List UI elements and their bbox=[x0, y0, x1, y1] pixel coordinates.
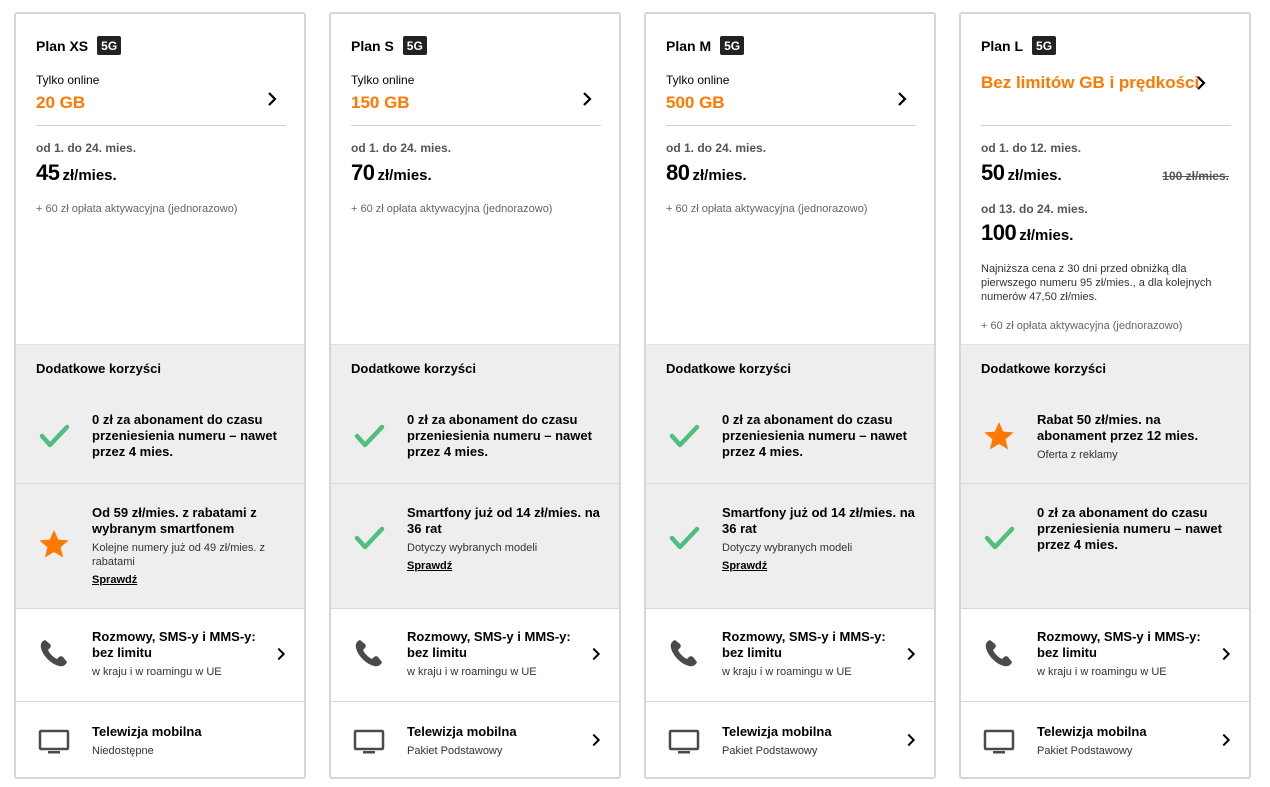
divider bbox=[981, 125, 1231, 126]
check-icon bbox=[983, 522, 1015, 554]
star-icon bbox=[38, 528, 70, 560]
price-value: 80 bbox=[666, 160, 690, 185]
benefit-title: 0 zł za abonament do czasu przeniesienia numeru – nawet przez 4 mies. bbox=[407, 412, 592, 459]
calls-sms-feature[interactable] bbox=[331, 609, 619, 702]
feature-title: Telewizja mobilna bbox=[92, 724, 202, 739]
price-2 bbox=[981, 220, 1073, 246]
benefit-item bbox=[961, 484, 1249, 609]
benefit-title: Smartfony już od 14 zł/mies. na 36 rat bbox=[407, 505, 600, 536]
chevron-right-icon bbox=[1217, 731, 1235, 749]
phone-icon bbox=[353, 637, 385, 669]
benefit-item bbox=[646, 392, 934, 484]
benefit-title: 0 zł za abonament do czasu przeniesienia numeru – nawet przez 4 mies. bbox=[92, 412, 277, 459]
divider bbox=[36, 125, 286, 126]
price-period: od 1. do 12. mies. bbox=[981, 141, 1082, 155]
price-period-2: od 13. do 24. mies. bbox=[981, 202, 1088, 216]
plan-name: Plan M bbox=[666, 37, 712, 54]
price-unit: zł/mies. bbox=[1007, 167, 1062, 184]
benefit-item bbox=[331, 392, 619, 484]
extra-benefits-title: Dodatkowe korzyści bbox=[666, 361, 791, 376]
feature-title: Rozmowy, SMS-y i MMS-y: bez limitu bbox=[722, 629, 886, 660]
data-allowance: Bez limitów GB i prędkości bbox=[981, 73, 1200, 92]
divider bbox=[666, 125, 916, 126]
data-allowance: 20 GB bbox=[36, 93, 86, 112]
phone-icon bbox=[668, 637, 700, 669]
mobile-tv-feature[interactable] bbox=[331, 702, 619, 779]
divider bbox=[351, 125, 601, 126]
check-icon bbox=[668, 522, 700, 554]
price-value: 45 bbox=[36, 160, 60, 185]
benefit-item bbox=[961, 392, 1249, 484]
tylko-online-label: Tylko online bbox=[36, 73, 100, 87]
price-unit: zł/mies. bbox=[1019, 227, 1074, 244]
extra-benefits-title: Dodatkowe korzyści bbox=[981, 361, 1106, 376]
chevron-right-icon bbox=[902, 645, 920, 663]
data-allowance-link[interactable] bbox=[351, 71, 603, 123]
badge-5g: 5G bbox=[97, 36, 121, 55]
benefit-title: 0 zł za abonament do czasu przeniesienia numeru – nawet przez 4 mies. bbox=[1037, 505, 1222, 552]
mobile-tv-feature[interactable] bbox=[646, 702, 934, 779]
chevron-right-icon bbox=[272, 645, 290, 663]
tv-icon bbox=[668, 726, 700, 758]
benefit-item bbox=[16, 484, 304, 609]
plan-header bbox=[351, 36, 427, 55]
benefit-title: Rabat 50 zł/mies. na abonament przez 12 mies. bbox=[1037, 412, 1199, 443]
calls-sms-feature[interactable] bbox=[646, 609, 934, 702]
benefit-item bbox=[16, 392, 304, 484]
price-unit: zł/mies. bbox=[62, 167, 117, 184]
mobile-tv-feature bbox=[16, 702, 304, 779]
data-allowance-link[interactable] bbox=[666, 71, 918, 123]
feature-subtitle: Pakiet Podstawowy bbox=[1037, 745, 1133, 757]
data-allowance-link[interactable] bbox=[36, 71, 288, 123]
check-icon bbox=[38, 420, 70, 452]
check-icon bbox=[353, 420, 385, 452]
tylko-online-label: Tylko online bbox=[666, 73, 730, 87]
extra-benefits-header bbox=[646, 344, 934, 393]
benefit-item bbox=[646, 484, 934, 609]
old-price: 100 zł/mies. bbox=[1162, 169, 1229, 183]
feature-title: Telewizja mobilna bbox=[407, 724, 517, 739]
activation-fee: + 60 zł opłata aktywacyjna (jednorazowo) bbox=[351, 203, 553, 215]
extra-benefits-header bbox=[331, 344, 619, 393]
calls-sms-feature[interactable] bbox=[16, 609, 304, 702]
price bbox=[981, 160, 1062, 186]
benefit-item bbox=[331, 484, 619, 609]
feature-subtitle: Niedostępne bbox=[92, 745, 154, 757]
price-period: od 1. do 24. mies. bbox=[666, 141, 767, 155]
phone-icon bbox=[983, 637, 1015, 669]
check-link[interactable]: Sprawdź bbox=[407, 560, 453, 572]
price-value: 70 bbox=[351, 160, 375, 185]
benefit-title: Smartfony już od 14 zł/mies. na 36 rat bbox=[722, 505, 915, 536]
chevron-right-icon bbox=[262, 89, 282, 109]
feature-title: Rozmowy, SMS-y i MMS-y: bez limitu bbox=[1037, 629, 1201, 660]
mobile-tv-feature[interactable] bbox=[961, 702, 1249, 779]
chevron-right-icon bbox=[1191, 73, 1211, 93]
price-unit: zł/mies. bbox=[377, 167, 432, 184]
feature-subtitle: w kraju i w roamingu w UE bbox=[1037, 666, 1167, 678]
feature-title: Telewizja mobilna bbox=[722, 724, 832, 739]
chevron-right-icon bbox=[587, 645, 605, 663]
activation-fee: + 60 zł opłata aktywacyjna (jednorazowo) bbox=[666, 203, 868, 215]
chevron-right-icon bbox=[577, 89, 597, 109]
tv-icon bbox=[38, 726, 70, 758]
benefit-subtitle: Dotyczy wybranych modeli bbox=[407, 542, 538, 554]
feature-subtitle: Pakiet Podstawowy bbox=[722, 745, 818, 757]
star-icon bbox=[983, 420, 1015, 452]
badge-5g: 5G bbox=[403, 36, 427, 55]
feature-title: Rozmowy, SMS-y i MMS-y: bez limitu bbox=[92, 629, 256, 660]
price-value: 100 bbox=[981, 220, 1017, 245]
price bbox=[36, 160, 117, 186]
chevron-right-icon bbox=[1217, 645, 1235, 663]
data-allowance: 500 GB bbox=[666, 93, 725, 112]
extra-benefits-header bbox=[16, 344, 304, 393]
plan-card-m bbox=[644, 12, 936, 779]
feature-title: Rozmowy, SMS-y i MMS-y: bez limitu bbox=[407, 629, 571, 660]
feature-subtitle: w kraju i w roamingu w UE bbox=[407, 666, 537, 678]
feature-subtitle: Pakiet Podstawowy bbox=[407, 745, 503, 757]
benefit-subtitle: Oferta z reklamy bbox=[1037, 449, 1118, 461]
activation-fee: + 60 zł opłata aktywacyjna (jednorazowo) bbox=[36, 203, 238, 215]
tv-icon bbox=[983, 726, 1015, 758]
data-allowance: 150 GB bbox=[351, 93, 410, 112]
check-link[interactable]: Sprawdź bbox=[722, 560, 768, 572]
price-value: 50 bbox=[981, 160, 1005, 185]
check-icon bbox=[353, 522, 385, 554]
tv-icon bbox=[353, 726, 385, 758]
plan-header bbox=[981, 36, 1056, 55]
plan-header bbox=[666, 36, 744, 55]
benefit-subtitle: Kolejne numery już od 49 zł/mies. z rabatami bbox=[92, 542, 266, 568]
price-period: od 1. do 24. mies. bbox=[351, 141, 452, 155]
activation-fee: + 60 zł opłata aktywacyjna (jednorazowo) bbox=[981, 320, 1183, 332]
price bbox=[666, 160, 747, 186]
plan-header bbox=[36, 36, 121, 55]
price bbox=[351, 160, 432, 186]
badge-5g: 5G bbox=[1032, 36, 1056, 55]
check-link[interactable]: Sprawdź bbox=[92, 574, 138, 586]
plan-card-l bbox=[959, 12, 1251, 779]
chevron-right-icon bbox=[892, 89, 912, 109]
data-allowance-link[interactable] bbox=[981, 71, 1233, 123]
tylko-online-label: Tylko online bbox=[351, 73, 415, 87]
feature-subtitle: w kraju i w roamingu w UE bbox=[92, 666, 222, 678]
calls-sms-feature[interactable] bbox=[961, 609, 1249, 702]
extra-benefits-header bbox=[961, 344, 1249, 393]
check-icon bbox=[668, 420, 700, 452]
benefit-title: 0 zł za abonament do czasu przeniesienia numeru – nawet przez 4 mies. bbox=[722, 412, 907, 459]
benefit-subtitle: Dotyczy wybranych modeli bbox=[722, 542, 853, 554]
plan-name: Plan S bbox=[351, 37, 394, 54]
phone-icon bbox=[38, 637, 70, 669]
plan-name: Plan L bbox=[981, 37, 1024, 54]
badge-5g: 5G bbox=[720, 36, 744, 55]
benefit-title: Od 59 zł/mies. z rabatami z wybranym smartfonem bbox=[92, 505, 257, 536]
feature-title: Telewizja mobilna bbox=[1037, 724, 1147, 739]
feature-subtitle: w kraju i w roamingu w UE bbox=[722, 666, 852, 678]
plan-card-s bbox=[329, 12, 621, 779]
plan-card-xs bbox=[14, 12, 306, 779]
plan-name: Plan XS bbox=[36, 37, 89, 54]
extra-benefits-title: Dodatkowe korzyści bbox=[36, 361, 161, 376]
extra-benefits-title: Dodatkowe korzyści bbox=[351, 361, 476, 376]
lowest-price-note: Najniższa cena z 30 dni przed obniżką dla pierwszego numeru 95 zł/mies., a dla kolejnych numerów 47,50 zł/mies. bbox=[981, 263, 1212, 303]
chevron-right-icon bbox=[587, 731, 605, 749]
chevron-right-icon bbox=[902, 731, 920, 749]
price-period: od 1. do 24. mies. bbox=[36, 141, 137, 155]
price-unit: zł/mies. bbox=[692, 167, 747, 184]
